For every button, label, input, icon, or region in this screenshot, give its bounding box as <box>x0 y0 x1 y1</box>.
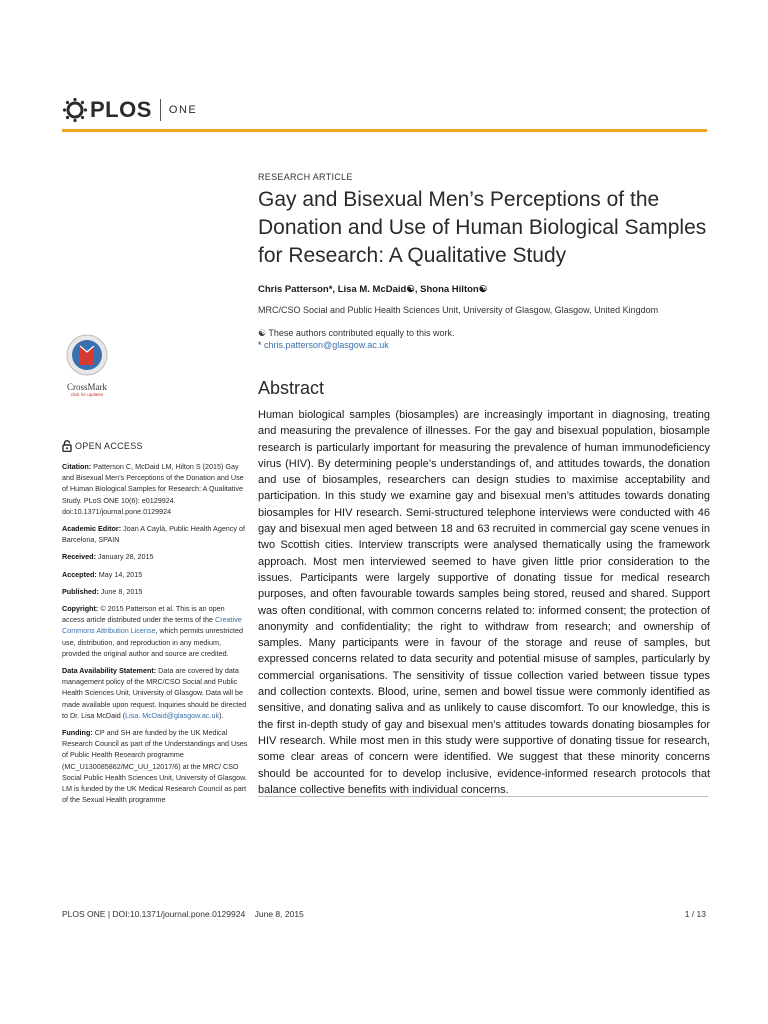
published-date: June 8, 2015 <box>100 586 143 596</box>
plos-brand: PLOS <box>90 97 152 122</box>
copyright-text-end: , which permits unrestricted use, distribution, and reproduction in any medium, provided the original author and source are credited. <box>62 626 243 658</box>
author-list: Chris Patterson*, Lisa M. McDaid☯, Shona Hilton☯ <box>258 284 488 295</box>
published-block <box>62 586 248 597</box>
open-lock-icon <box>62 440 72 452</box>
data-contact-email-link[interactable]: Lisa. McDaid@glasgow.ac.uk <box>125 710 220 720</box>
copyright-block <box>62 603 248 659</box>
article-title: Gay and Bisexual Men’s Perceptions of the Donation and Use of Human Biological Samples for Research: A Qualitative Study <box>258 188 707 267</box>
abstract-heading: Abstract <box>258 378 325 398</box>
journal-name: ONE <box>168 104 198 116</box>
funding-label: Funding: <box>62 728 93 738</box>
received-label: Received: <box>62 552 96 562</box>
editor-text: Joan A Caylà, Public Health Agency of Barcelona, SPAIN <box>62 524 245 545</box>
accepted-block <box>62 569 248 580</box>
article-type: RESEARCH ARTICLE <box>258 172 353 182</box>
license-link[interactable]: Creative Commons Attribution License <box>62 615 242 636</box>
plos-logo <box>62 96 197 124</box>
data-availability-block <box>62 665 248 721</box>
footer-citation: PLOS ONE | DOI:10.1371/journal.pone.0129924 June 8, 2015 <box>62 909 304 919</box>
header-rule <box>62 129 707 132</box>
data-availability-label: Data Availability Statement: <box>62 666 157 676</box>
crossmark-label: CrossMark <box>67 382 107 392</box>
plos-logo-icon <box>62 97 88 123</box>
data-availability-text-end: ). <box>219 710 224 720</box>
author-affiliation: MRC/CSO Social and Public Health Sciences Unit, University of Glasgow, Glasgow, United Kingdom <box>258 305 659 315</box>
citation-block <box>62 461 248 517</box>
crossmark-sub: click for updates <box>70 392 104 397</box>
funding-block <box>62 727 248 805</box>
corresponding-email-note <box>258 340 389 350</box>
accepted-label: Accepted: <box>62 569 97 579</box>
received-block <box>62 551 248 562</box>
logo-divider <box>160 99 161 121</box>
corresponding-email-link[interactable]: chris.patterson@glasgow.ac.uk <box>264 340 389 350</box>
citation-text: Patterson C, McDaid LM, Hilton S (2015) Gay and Bisexual Men’s Perceptions of the Donation and Use of Human Biological Samples for Research: A Qualitative Study. PLoS ONE 10(6): e0129924. doi:10.1371/journal.pone.0129924 <box>62 462 244 516</box>
page-number: 1 / 13 <box>684 909 706 919</box>
accepted-date: May 14, 2015 <box>98 569 143 579</box>
editor-label: Academic Editor: <box>62 524 122 534</box>
copyright-label: Copyright: <box>62 604 99 614</box>
copyright-text: © 2015 Patterson et al. This is an open access article distributed under the terms of the <box>62 604 225 625</box>
corresponding-marker: * <box>258 340 262 350</box>
abstract-divider <box>258 796 708 797</box>
funding-text: CP and SH are funded by the UK Medical Research Council as part of the Understandings and Uses of Public Health Research programme (MC_U130085862/MC_UU_12017/6) at the MRC/ CSO Social Public Health Sciences Unit, University of Glasgow. LM is funded by the UK Medical Research Council as part of the Sexual Health programme <box>62 728 248 805</box>
editor-block <box>62 523 248 545</box>
open-access-label: OPEN ACCESS <box>75 441 143 451</box>
citation-label: Citation: <box>62 462 92 471</box>
open-access-badge <box>62 440 143 452</box>
crossmark-icon <box>66 334 108 376</box>
equal-contribution-note: ☯ These authors contributed equally to this work. <box>258 328 455 338</box>
abstract-body: Human biological samples (biosamples) are increasingly important in diagnosing, treating and measuring the prevalence of illnesses. For the gay and bisexual population, biosample research is particularly important for measuring the prevalence of human immunodeficiency virus (HIV). By determining people’s understandings of, and attitudes towards, the donation and use of biosamples, researchers can design studies to maximise acceptability and participation. In this study we examine gay and bisexual men’s attitudes towards donating biosamples for HIV research. Semi-structured telephone interviews were conducted with 46 gay and bisexual men aged between 18 and 63 recruited in commercial gay scene venues in two Scottish cities. Interview transcripts were analysed thematically using the framework approach. Most men interviewed seemed to have given little prior consideration to the issues. Participants were largely supportive of donating tissue for medical research purposes, and often favourable towards samples being stored, reused and shared. Support was often conditional, with common concerns related to: informed consent; the protection of anonymity and confidentiality; the right to withdraw from research; and ownership of samples. Many participants were in favour of the storage and reuse of samples, but expressed concerns related to data security and potential misuse of samples, particularly by commercial organisations. The sensitivity of tissue collection varied between tissue types and collection contexts. Blood, urine, semen and bowel tissue were commonly identified as sensitive, and donating saliva and as unlikely to cause discomfort. To our knowledge, this is the first in-depth study of gay and bisexual men’s attitudes towards donating biosamples for HIV research. While most men in this study were supportive of donating tissue for research, some clear areas of concern were identified. We suggest that these minority concerns should be accounted for to develop inclusive, evidence-informed research protocols that balance collective benefits with individual concerns. <box>258 409 710 796</box>
published-label: Published: <box>62 586 99 596</box>
data-availability-text: Data are covered by data management policy of the MRC/CSO Social and Public Health Sciences Unit, University of Glasgow. Data will be made available upon request. Inquiries should be directed to Dr. Lisa McDaid ( <box>62 666 247 720</box>
crossmark-badge[interactable] <box>62 334 112 397</box>
article-metadata-sidebar <box>62 461 248 811</box>
received-date: January 28, 2015 <box>97 552 154 562</box>
